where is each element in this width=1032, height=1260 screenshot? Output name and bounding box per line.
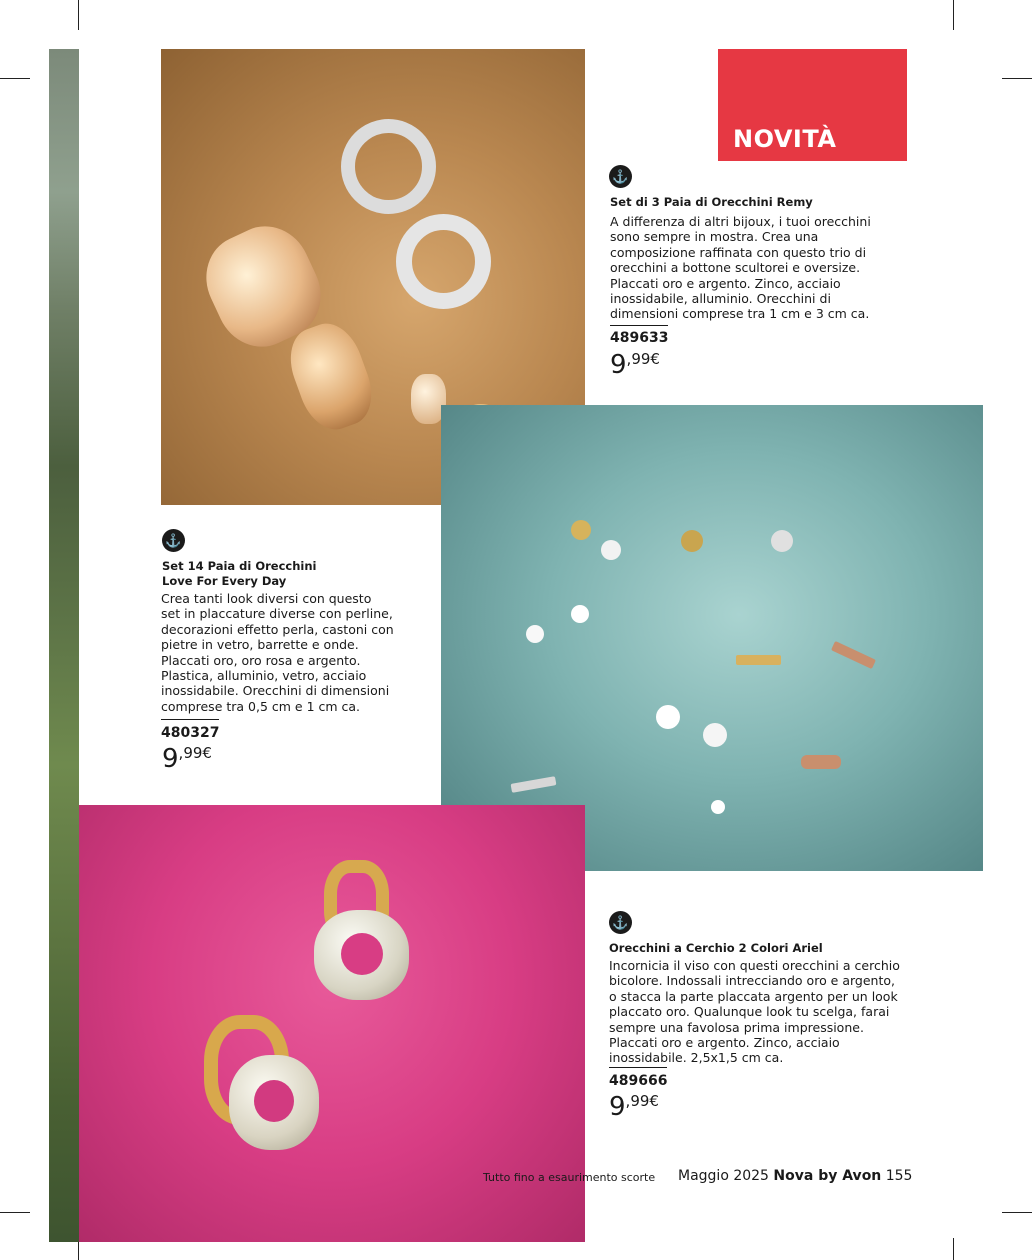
product-price xyxy=(162,744,212,774)
landscape-strip-image xyxy=(49,49,79,1242)
description-line: inossidabile, alluminio. Orecchini di xyxy=(610,291,831,307)
code-divider xyxy=(610,325,668,326)
price-decimal: ,99€ xyxy=(625,1092,659,1110)
product-title-line: Love For Every Day xyxy=(162,574,287,588)
love-for-every-day-earrings-photo xyxy=(441,405,983,871)
product-code: 489666 xyxy=(609,1073,668,1089)
price-decimal: ,99€ xyxy=(626,350,660,368)
description-line: sempre una favolosa prima impressione. xyxy=(609,1019,864,1035)
description-line: Plastica, alluminio, vetro, acciaio xyxy=(161,668,367,684)
product-description xyxy=(610,214,890,322)
product-code: 489633 xyxy=(610,330,669,346)
product-title-line: Set 14 Paia di Orecchini xyxy=(162,559,317,573)
footer-info xyxy=(678,1168,912,1184)
crop-mark xyxy=(1002,78,1032,79)
description-line: comprese tra 0,5 cm e 1 cm ca. xyxy=(161,698,361,714)
crop-mark xyxy=(953,0,954,30)
price-integer: 9 xyxy=(609,1092,626,1122)
footer-note: Tutto fino a esaurimento scorte xyxy=(483,1171,656,1184)
product-code: 480327 xyxy=(161,725,220,741)
description-line: decorazioni effetto perla, castoni con xyxy=(161,621,394,637)
code-divider xyxy=(161,719,219,720)
product-description xyxy=(609,958,909,1066)
description-line: Placcati oro e argento. Zinco, acciaio xyxy=(609,1035,840,1051)
product-title xyxy=(162,559,317,589)
description-line: Incornicia il viso con questi orecchini a cerchio xyxy=(609,958,900,973)
product-title: Orecchini a Cerchio 2 Colori Ariel xyxy=(609,941,823,955)
crop-mark xyxy=(1002,1212,1032,1213)
description-line: dimensioni comprese tra 1 cm e 3 cm ca. xyxy=(610,306,870,322)
description-line: orecchini a bottone scultorei e oversize. xyxy=(610,260,861,276)
crop-mark xyxy=(0,78,30,79)
description-line: bicolore. Indossali intrecciando oro e argento, xyxy=(609,973,895,989)
description-line: inossidabile. Orecchini di dimensioni xyxy=(161,683,390,699)
anchor-icon: ⚓ xyxy=(162,529,185,552)
crop-mark xyxy=(78,0,79,30)
description-line: placcato oro. Qualunque look tu scelga, farai xyxy=(609,1004,890,1020)
page-number: 155 xyxy=(885,1168,913,1184)
description-line: sono sempre in mostra. Crea una xyxy=(610,229,819,245)
price-integer: 9 xyxy=(610,350,627,380)
description-line: Placcati oro e argento. Zinco, acciaio xyxy=(610,275,841,291)
description-line: o stacca la parte placcata argento per un look xyxy=(609,988,898,1004)
crop-mark xyxy=(0,1212,30,1213)
description-line: Crea tanti look diversi con questo xyxy=(161,591,372,606)
footer-brand: Nova by Avon xyxy=(773,1168,882,1184)
anchor-icon: ⚓ xyxy=(609,911,632,934)
description-line: composizione raffinata con questo trio di xyxy=(610,244,867,260)
description-line: inossidabile. 2,5x1,5 cm ca. xyxy=(609,1050,784,1066)
description-line: A differenza di altri bijoux, i tuoi orecchini xyxy=(610,214,871,229)
product-price xyxy=(610,350,660,380)
product-title: Set di 3 Paia di Orecchini Remy xyxy=(610,195,813,209)
description-line: Placcati oro, oro rosa e argento. xyxy=(161,652,361,668)
code-divider xyxy=(609,1067,667,1068)
description-line: pietre in vetro, barrette e onde. xyxy=(161,637,359,653)
crop-mark xyxy=(953,1238,954,1260)
price-integer: 9 xyxy=(162,744,179,774)
new-badge-label: NOVITÀ xyxy=(733,125,837,153)
footer-month: Maggio 2025 xyxy=(678,1168,769,1184)
anchor-icon: ⚓ xyxy=(609,165,632,188)
new-badge xyxy=(718,49,907,161)
product-description xyxy=(161,591,431,714)
description-line: set in placcature diverse con perline, xyxy=(161,606,393,622)
product-price xyxy=(609,1092,659,1122)
price-decimal: ,99€ xyxy=(178,744,212,762)
